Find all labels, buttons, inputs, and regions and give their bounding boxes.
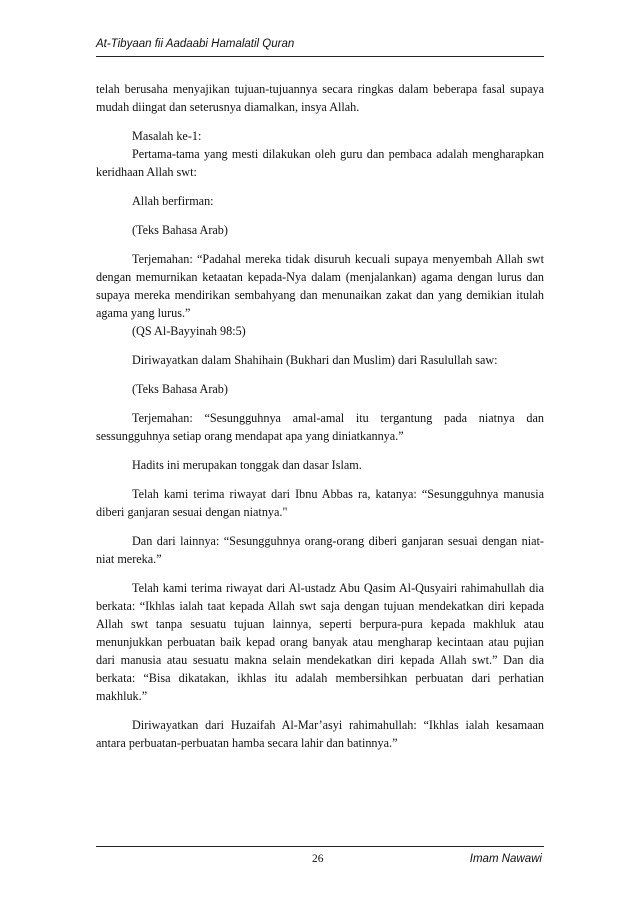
paragraph-al-qusyairi: Telah kami terima riwayat dari Al-ustadz Abu Qasim Al-Qusyairi rahimahullah dia berkata: “Ikhlas ialah taat kepada Allah swt saja dengan tujuan mendekatkan diri kepada Allah swt tanpa sesuatu tujuan lainnya, seperti berpura-pura kepada makhluk atau menunjukkan perbuatan baik kepad orang banyak atau mengharap kecintaan atau pujian dari manusia atau sesuatu makna selain mendekatkan diri kepada Allah swt.” Dan dia berkata: “Bisa dikatakan, ikhlas itu adalah membersihkan perbuatan dari perhatian makhluk.” bbox=[96, 581, 544, 703]
translation-hadith-niat: Terjemahan: “Sesungguhnya amal-amal itu tergantung pada niatnya dan sessungguhnya setiap orang mendapat apa yang diniatkannya.” bbox=[96, 411, 544, 443]
verse-reference: (QS Al-Bayyinah 98:5) bbox=[132, 324, 246, 338]
paragraph-dari-lainnya: Dan dari lainnya: “Sesungguhnya orang-orang diberi ganjaran sesuai dengan niat-niat mereka.” bbox=[96, 534, 544, 566]
arabic-text-placeholder-2: (Teks Bahasa Arab) bbox=[132, 382, 228, 396]
paragraph-shahihain: Diriwayatkan dalam Shahihain (Bukhari dan Muslim) dari Rasulullah saw: bbox=[132, 353, 498, 367]
paragraph-masalah-1: Pertama-tama yang mesti dilakukan oleh guru dan pembaca adalah mengharapkan keridhaan Allah swt: bbox=[96, 147, 544, 179]
header-divider bbox=[96, 56, 544, 57]
paragraph-hadith-basis: Hadits ini merupakan tonggak dan dasar Islam. bbox=[132, 458, 362, 472]
footer-divider bbox=[96, 846, 544, 847]
paragraph-allah-berfirman: Allah berfirman: bbox=[132, 194, 214, 208]
translation-al-bayyinah: Terjemahan: “Padahal mereka tidak disuruh kecuali supaya menyembah Allah swt dengan memurnikan ketaatan kepada-Nya dalam (menjalankan) agama dengan lurus dan supaya mereka mendirikan sembahyang dan menunaikan zakat dan yang demikian itulah agama yang lurus.” bbox=[96, 252, 544, 320]
paragraph-huzaifah: Diriwayatkan dari Huzaifah Al-Mar’asyi rahimahullah: “Ikhlas ialah kesamaan antara perbuatan-perbuatan hamba secara lahir dan batinnya.” bbox=[96, 718, 544, 750]
paragraph-ibnu-abbas: Telah kami terima riwayat dari Ibnu Abbas ra, katanya: “Sesungguhnya manusia diberi ganjaran sesuai dengan niatnya." bbox=[96, 487, 544, 519]
page-number: 26 bbox=[312, 853, 324, 865]
footer-author: Imam Nawawi bbox=[469, 853, 542, 865]
page-body bbox=[96, 80, 544, 763]
running-header-title: At-Tibyaan fii Aadaabi Hamalatil Quran bbox=[96, 38, 295, 50]
section-heading-masalah-1: Masalah ke-1: bbox=[132, 129, 202, 143]
paragraph-intro-continuation: telah berusaha menyajikan tujuan-tujuannya secara ringkas dalam beberapa fasal supaya mudah diingat dan seterusnya diamalkan, insya Allah. bbox=[96, 82, 544, 114]
arabic-text-placeholder-1: (Teks Bahasa Arab) bbox=[132, 223, 228, 237]
